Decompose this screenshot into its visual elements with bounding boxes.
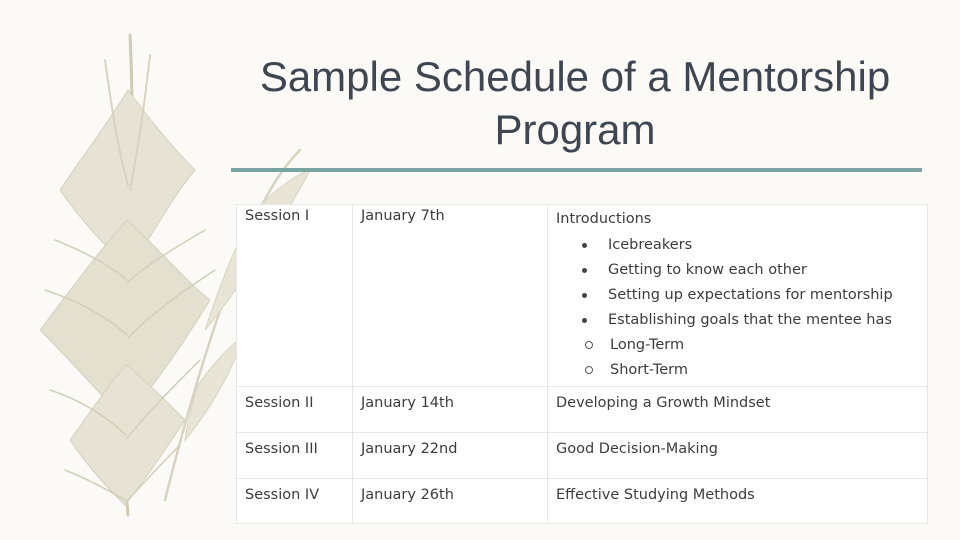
date-cell: January 7th (353, 205, 548, 387)
topic-title: Introductions (556, 211, 652, 227)
table-row (237, 433, 928, 479)
session-cell: Session IV (237, 479, 353, 524)
topic-cell: Developing a Growth Mindset (548, 387, 928, 433)
list-item: Long-Term (610, 333, 919, 358)
topic-cell: Effective Studying Methods (548, 479, 928, 524)
list-item: Short-Term (610, 358, 919, 383)
date-cell: January 14th (353, 387, 548, 433)
list-item: Establishing goals that the mentee has (608, 308, 919, 333)
slide-title (230, 50, 920, 156)
date-cell: January 22nd (353, 433, 548, 479)
topic-cell: Good Decision-Making (548, 433, 928, 479)
slide-title-line-1: Sample Schedule of a Mentorship (259, 53, 891, 100)
schedule-table (236, 204, 928, 524)
list-item: Getting to know each other (608, 258, 919, 283)
session-cell: Session I (237, 205, 353, 387)
slide-title-line-2: Program (494, 106, 656, 153)
list-item: Icebreakers (608, 233, 919, 258)
topic-cell (548, 205, 928, 387)
table-row (237, 387, 928, 433)
list-item: Setting up expectations for mentorship (608, 283, 919, 308)
date-cell: January 26th (353, 479, 548, 524)
table-row (237, 479, 928, 524)
table-row (237, 205, 928, 387)
title-divider (231, 168, 922, 172)
session-cell: Session II (237, 387, 353, 433)
topic-bullet-list (556, 233, 919, 333)
session-cell: Session III (237, 433, 353, 479)
goal-subbullet-list (556, 333, 919, 383)
